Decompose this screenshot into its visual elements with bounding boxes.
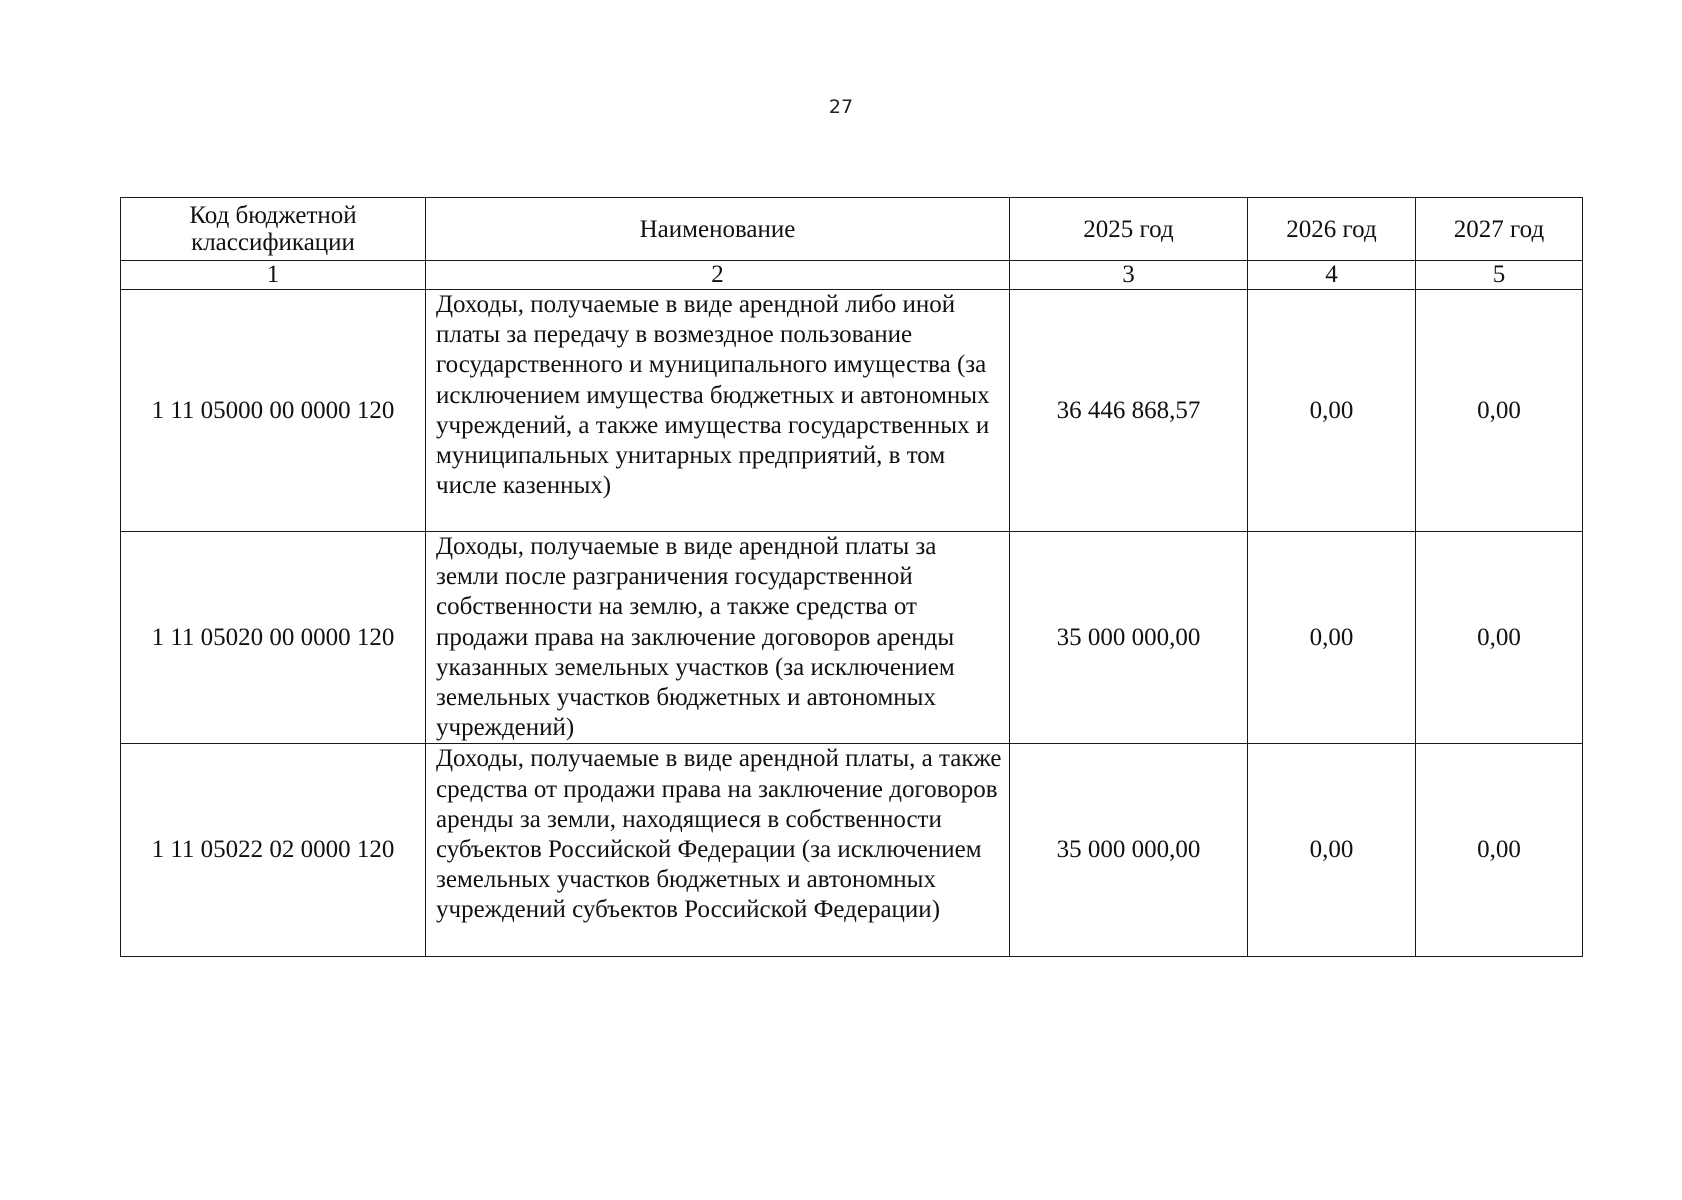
- row-value-2026: 0,00: [1248, 744, 1416, 957]
- table-row: [121, 532, 1583, 744]
- column-number: 4: [1248, 261, 1416, 290]
- column-number: 2: [426, 261, 1010, 290]
- row-value-2027: 0,00: [1416, 290, 1583, 532]
- header-2025: 2025 год: [1010, 198, 1248, 261]
- column-number: 3: [1010, 261, 1248, 290]
- page-number: 27: [828, 96, 854, 118]
- row-code: 1 11 05000 00 0000 120: [121, 290, 426, 532]
- header-2027: 2027 год: [1416, 198, 1583, 261]
- header-name: Наименование: [426, 198, 1010, 261]
- row-value-2026: 0,00: [1248, 290, 1416, 532]
- header-code: Код бюджетной классификации: [121, 198, 426, 261]
- row-name: Доходы, получаемые в виде арендной либо иной платы за передачу в возмездное пользование государственного и муниципального имущества (за исключением имущества бюджетных и автономных учреждений, а также имущества государственных и муниципальных унитарных предприятий, в том числе казенных): [426, 290, 1010, 532]
- header-2026: 2026 год: [1248, 198, 1416, 261]
- row-value-2025: 36 446 868,57: [1010, 290, 1248, 532]
- table-row: [121, 744, 1583, 957]
- column-number: 5: [1416, 261, 1583, 290]
- row-code: 1 11 05022 02 0000 120: [121, 744, 426, 957]
- revenue-table: [120, 197, 1583, 957]
- column-number: 1: [121, 261, 426, 290]
- row-code: 1 11 05020 00 0000 120: [121, 532, 426, 744]
- row-value-2025: 35 000 000,00: [1010, 744, 1248, 957]
- row-value-2026: 0,00: [1248, 532, 1416, 744]
- table-header-row: [121, 198, 1583, 261]
- row-value-2025: 35 000 000,00: [1010, 532, 1248, 744]
- row-name: Доходы, получаемые в виде арендной платы, а также средства от продажи права на заключение договоров аренды за земли, находящиеся в собственности субъектов Российской Федерации (за исключением земельных участков бюджетных и автономных учреждений субъектов Российской Федерации): [426, 744, 1010, 957]
- row-value-2027: 0,00: [1416, 532, 1583, 744]
- row-name: Доходы, получаемые в виде арендной платы за земли после разграничения государственной собственности на землю, а также средства от продажи права на заключение договоров аренды указанных земельных участков (за исключением земельных участков бюджетных и автономных учреждений): [426, 532, 1010, 744]
- row-value-2027: 0,00: [1416, 744, 1583, 957]
- table-row: [121, 290, 1583, 532]
- column-number-row: [121, 261, 1583, 290]
